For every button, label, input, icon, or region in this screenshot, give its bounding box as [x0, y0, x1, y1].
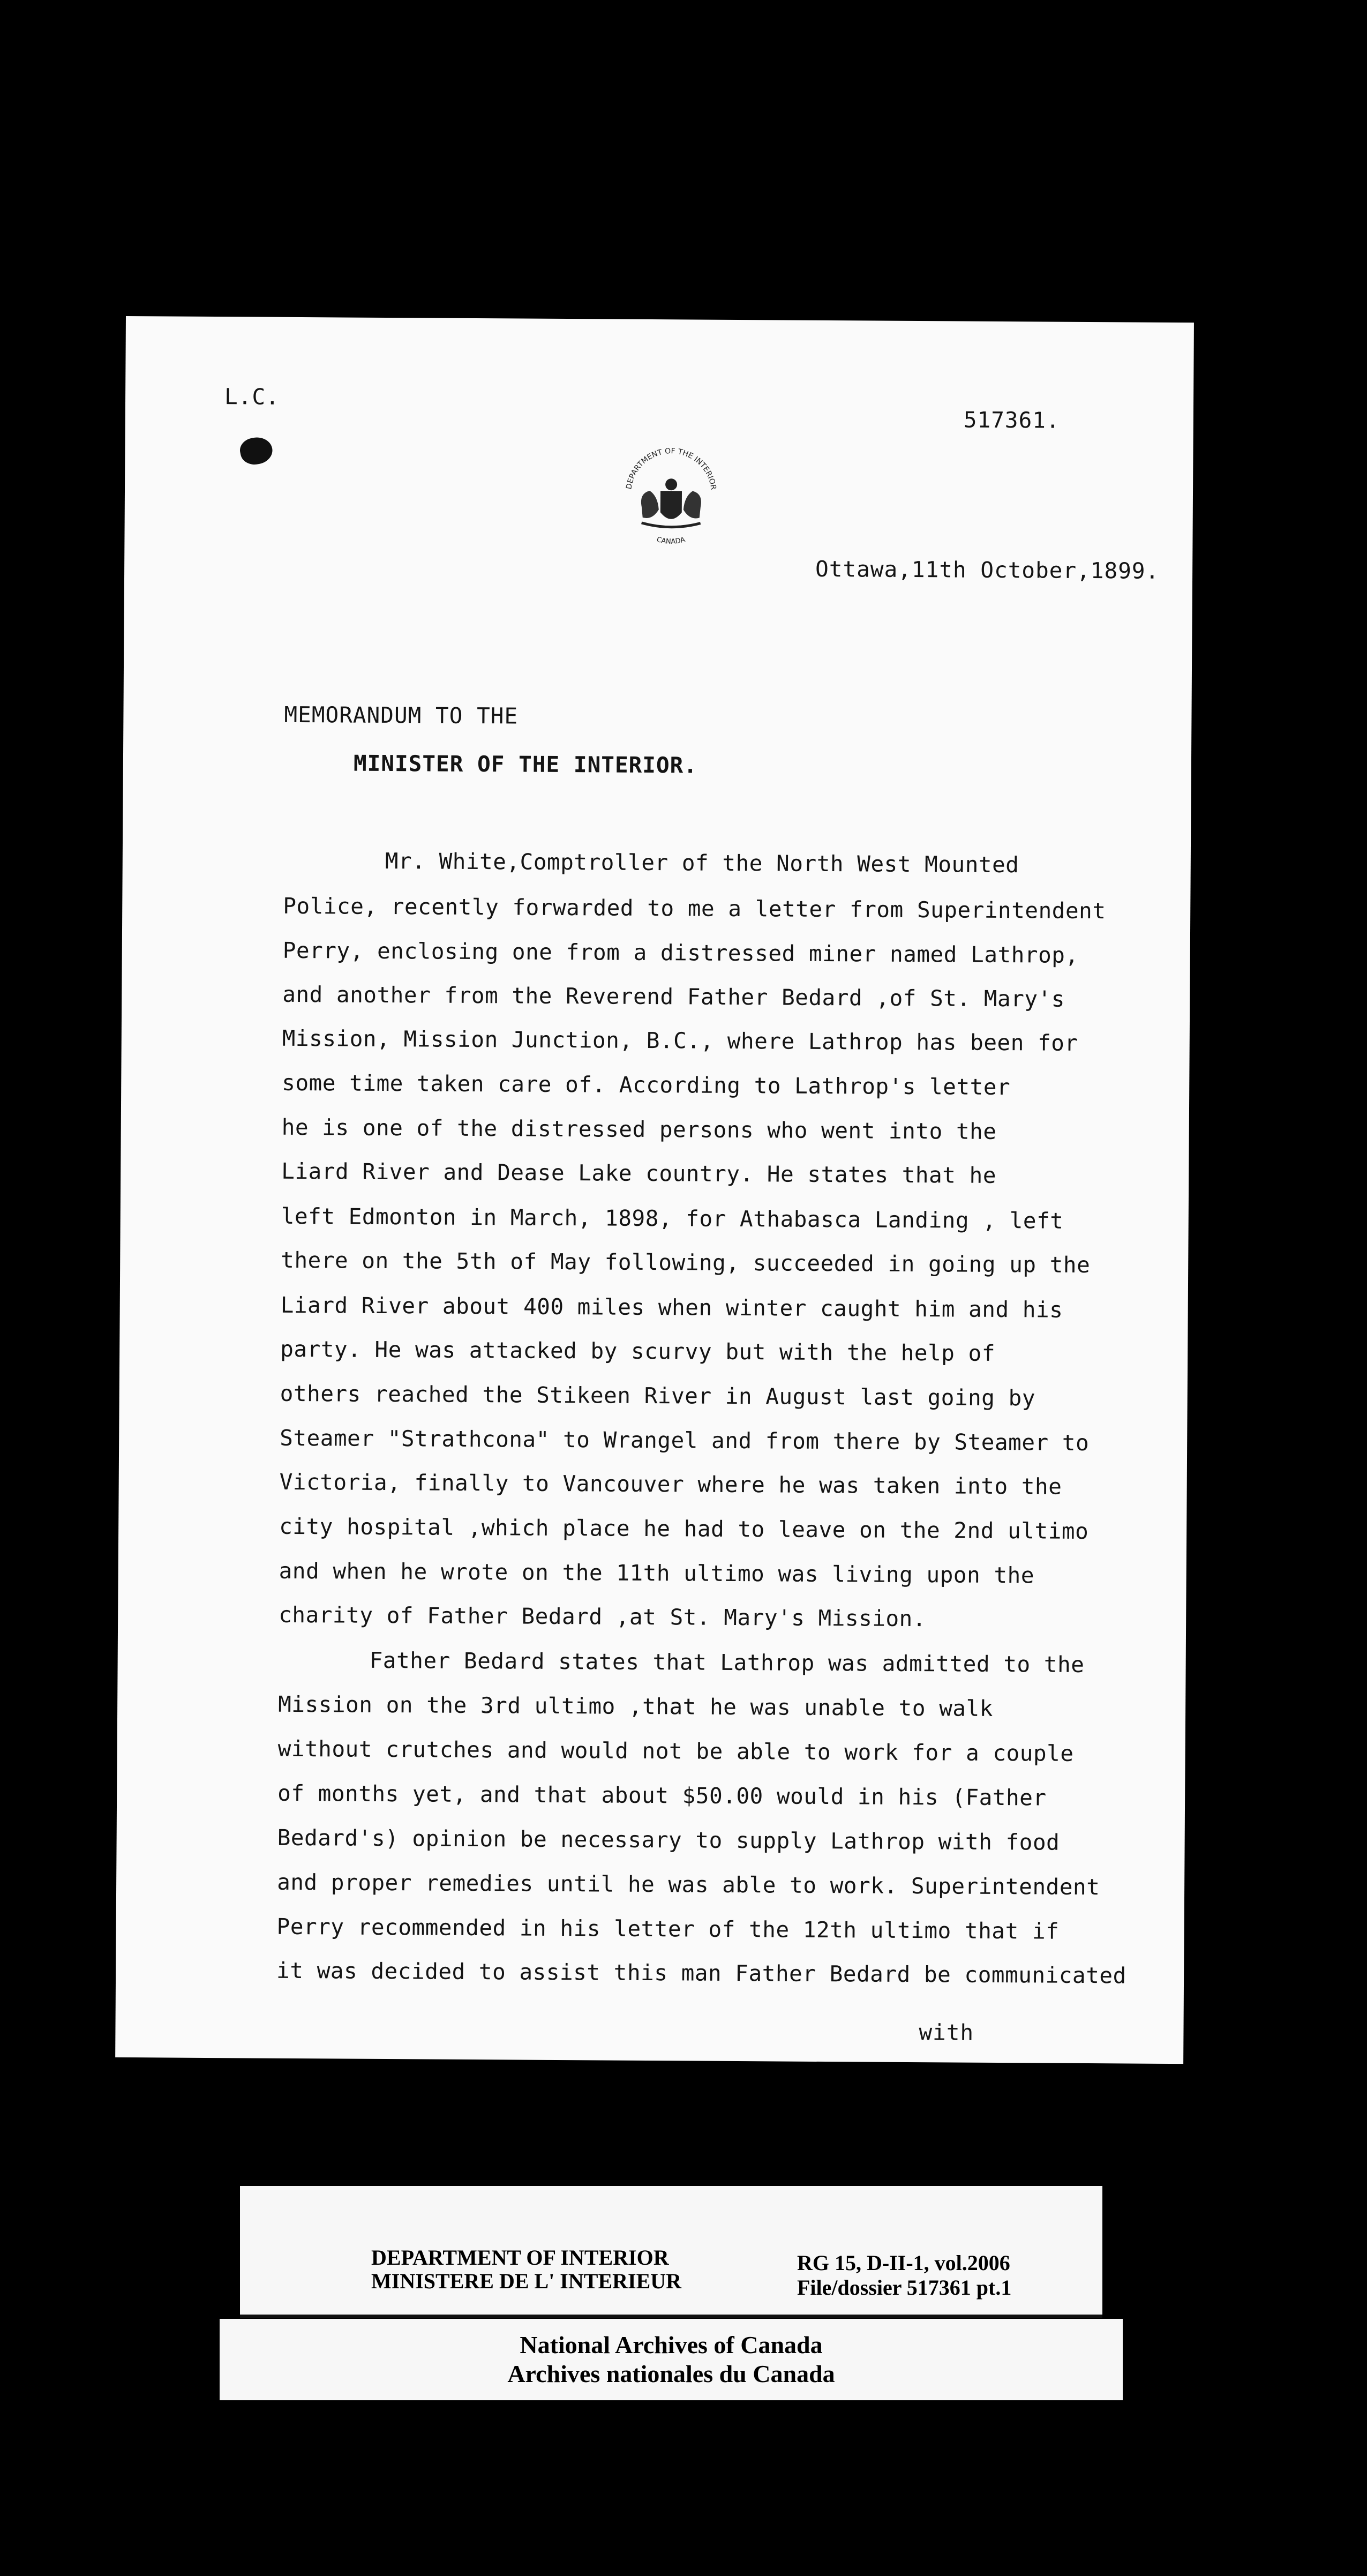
body-line: Mr. White,Comptroller of the North West Mounted [385, 848, 1019, 878]
body-line: Mission, Mission Junction, B.C., where Lathrop has been for [282, 1025, 1078, 1056]
body-line: and another from the Reverend Father Bedard ,of St. Mary's [282, 981, 1065, 1012]
dept-name-en: DEPARTMENT OF INTERIOR [371, 2245, 669, 2270]
archives-name-fr: Archives nationales du Canada [507, 2360, 835, 2387]
dept-name-fr: MINISTERE DE L' INTERIEUR [371, 2269, 682, 2293]
body-line: city hospital ,which place he had to leave on the 2nd ultimo [279, 1513, 1089, 1545]
svg-text:CANADA [656, 536, 686, 546]
body-line: others reached the Stikeen River in August last going by [280, 1380, 1036, 1411]
punch-hole [238, 435, 275, 467]
memorandum-page [115, 316, 1194, 2064]
left-reference: L.C. [224, 384, 280, 410]
crest-text-bottom: CANADA [656, 535, 686, 546]
archives-name-label [220, 2319, 1123, 2400]
body-line: party. He was attacked by scurvy but with the help of [280, 1336, 996, 1366]
body-line: Police, recently forwarded to me a letter from Superintendent [283, 893, 1106, 924]
body-line: Bedard's) opinion be necessary to supply Lathrop with food [277, 1824, 1060, 1855]
address-line-1: MEMORANDUM TO THE [284, 701, 519, 729]
date-line: Ottawa,11th October,1899. [815, 556, 1160, 584]
body-line: Liard River and Dease Lake country. He states that he [281, 1158, 997, 1188]
file-number: 517361. [963, 407, 1060, 433]
body-line: Perry, enclosing one from a distressed miner named Lathrop, [282, 937, 1079, 968]
body-line: Victoria, finally to Vancouver where he was taken into the [279, 1469, 1062, 1500]
archive-file-number: File/dossier 517361 pt.1 [797, 2275, 1012, 2300]
body-line: Father Bedard states that Lathrop was admitted to the [369, 1647, 1085, 1678]
archive-reference-label [240, 2186, 1102, 2318]
body-line: Perry recommended in his letter of the 12th ultimo that if [276, 1913, 1060, 1944]
body-line: it was decided to assist this man Father Bedard be communicated [276, 1957, 1126, 1989]
address-line-2: MINISTER OF THE INTERIOR. [353, 750, 698, 778]
body-line: Mission on the 3rd ultimo ,that he was unable to walk [278, 1691, 994, 1721]
label-divider [240, 2315, 1102, 2318]
archives-name-en: National Archives of Canada [520, 2331, 823, 2358]
body-line: Steamer "Strathcona" to Wrangel and from there by Steamer to [280, 1425, 1090, 1456]
body-line: Liard River about 400 miles when winter caught him and his [280, 1292, 1063, 1323]
body-line: without crutches and would not be able to work for a couple [277, 1735, 1074, 1766]
archive-record-group: RG 15, D-II-1, vol.2006 [797, 2251, 1010, 2275]
body-line: and when he wrote on the 11th ultimo was living upon the [279, 1557, 1035, 1589]
body-line: and proper remedies until he was able to work. Superintendent [277, 1869, 1100, 1900]
body-line: of months yet, and that about $50.00 would in his (Father [277, 1780, 1047, 1811]
body-line: he is one of the distressed persons who went into the [281, 1114, 997, 1144]
catchword: with [919, 2019, 974, 2046]
crest-text-top: DEPARTMENT OF THE INTERIOR [625, 447, 718, 491]
body-line: some time taken care of. According to Lathrop's letter [282, 1069, 1011, 1100]
body-line: charity of Father Bedard ,at St. Mary's Mission. [279, 1601, 927, 1632]
department-crest-seal [609, 443, 733, 556]
body-line: there on the 5th of May following, succeeded in going up the [281, 1247, 1091, 1278]
body-line: left Edmonton in March, 1898, for Athabasca Landing , left [281, 1203, 1064, 1234]
